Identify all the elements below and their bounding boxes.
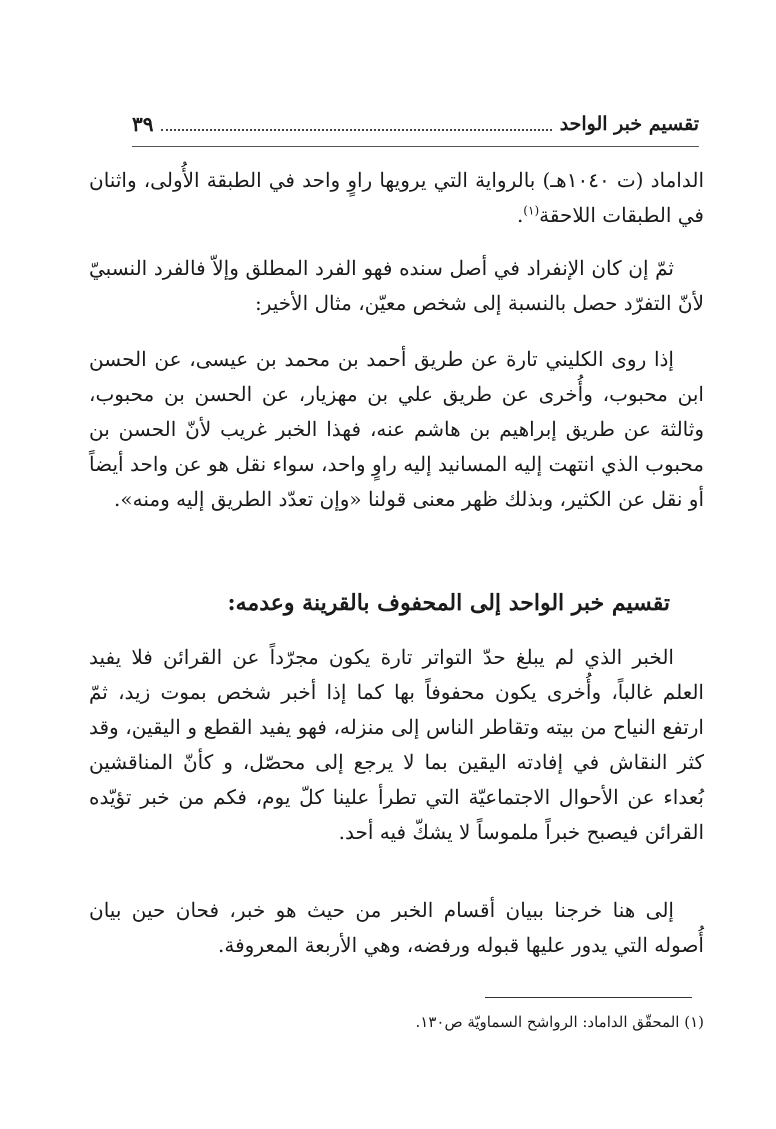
footnote-rule [485, 997, 692, 998]
page-number: ٣٩ [132, 112, 154, 136]
paragraph-5 [89, 893, 704, 963]
running-head [132, 108, 699, 140]
footnote: (١) المحقّق الداماد: الرواشح السماويّة ص١٣٠. [415, 1013, 704, 1031]
paragraph-4 [89, 640, 704, 850]
paragraph-2-text: ثمّ إن كان الإنفراد في أصل سنده فهو الفرد المطلق وإلاّ فالفرد النسبيّ لأنّ التفرّد حصل بالنسبة إلى شخص معيّن، مثال الأخير: [89, 256, 704, 315]
section-heading: تقسيم خبر الواحد إلى المحفوف بالقرينة وعدمه: [227, 590, 670, 616]
running-head-title: تقسيم خبر الواحد [559, 113, 699, 135]
paragraph-1-end: . [516, 203, 524, 227]
dotted-leader [161, 129, 551, 131]
paragraph-3 [89, 342, 704, 517]
paragraph-1 [89, 163, 704, 233]
paragraph-2 [89, 251, 704, 321]
paragraph-4-text: الخبر الذي لم يبلغ حدّ التواتر تارة يكون مجرّداً عن القرائن فلا يفيد العلم غالباً، وأُخرى يكون محفوفاً بها كما إذا أخبر شخص بموت زيد، ثمّ ارتفع النياح من بيته وتقاطر الناس إلى منزله، فهو يفيد القطع و اليقين، وقد كثر النقاش في إفادته اليقين بما لا يرجع إلى محصّل، و كأنّ المناقشين بُعداء عن الأحوال الاجتماعيّة التي تطرأ علينا كلّ يوم، فكم من خبر تؤيّده القرائن فيصبح خبراً ملموساً لا يشكّ فيه أحد. [89, 645, 704, 844]
footnote-reference[interactable]: (١) [523, 203, 540, 218]
paragraph-5-text: إلى هنا خرجنا ببيان أقسام الخبر من حيث هو خبر، فحان حين بيان أُصوله التي يدور عليها قبوله ورفضه، وهي الأربعة المعروفة. [89, 898, 704, 957]
header-rule [132, 146, 699, 147]
paragraph-1-text: الداماد (ت ١٠٤٠هـ) بالرواية التي يرويها راوٍ واحد في الطبقة الأُولى، واثنان في الطبقات اللاحقة [89, 168, 704, 227]
paragraph-3-text: إذا روى الكليني تارة عن طريق أحمد بن محمد بن عيسى، عن الحسن ابن محبوب، وأُخرى عن طريق علي بن مهزيار، عن الحسن بن محبوب، وثالثة عن طريق إبراهيم بن هاشم عنه، فهذا الخبر غريب لأنّ الحسن بن محبوب الذي انتهت إليه المسانيد إليه راوٍ واحد، سواء نقل هو عن واحد أيضاً أو نقل عن الكثير، وبذلك ظهر معنى قولنا «وإن تعدّد الطريق إليه ومنه». [89, 347, 704, 511]
